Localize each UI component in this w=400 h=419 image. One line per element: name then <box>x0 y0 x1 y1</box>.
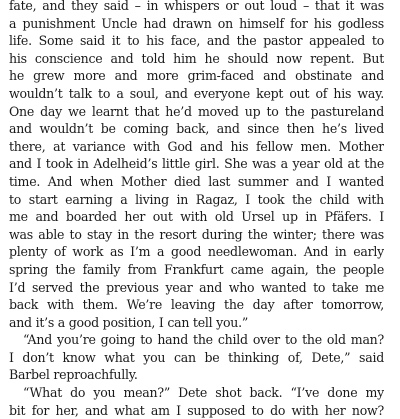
text-line: “What do you mean?” Dete shot back. “I’ve done my <box>23 385 384 401</box>
text-line: there, at variance with God and his fellow men. Mother <box>9 138 384 154</box>
paragraph-2 <box>9 331 384 384</box>
text-line: and wouldn’t be coming back, and since then he’s lived <box>9 121 384 137</box>
text-line: Barbel reproachfully. <box>9 367 138 383</box>
text-line: I’d served the previous year and who wanted to take me <box>9 279 384 295</box>
text-line: I don’t know what you can be thinking of, Dete,” said <box>9 349 384 365</box>
paragraph-1 <box>9 0 384 331</box>
text-line: spring the family from Frankfurt came again, the people <box>9 261 384 277</box>
text-line: “And you’re going to hand the child over to the old man? <box>23 332 384 348</box>
text-line: life. Some said it to his face, and the pastor appealed to <box>9 33 384 49</box>
text-line: plenty of work as I’m a good needlewoman. And in early <box>9 244 384 260</box>
book-page <box>9 0 384 419</box>
text-line: was able to stay in the resort during the winter; there was <box>9 226 384 242</box>
text-line: time. And when Mother died last summer and I wanted <box>9 173 384 189</box>
text-line: a punishment Uncle had drawn on himself for his godless <box>9 15 384 31</box>
text-line: me and boarded her out with old Ursel up in Pfäfers. I <box>9 209 384 225</box>
text-line: bit for her, and what am I supposed to do with her now? <box>9 402 384 418</box>
text-line: One day we learnt that he’d moved up to the pastureland <box>9 103 384 119</box>
text-line: he grew more and more grim-faced and obstinate and <box>9 68 384 84</box>
text-line: fate, and they said – in whispers or out loud – that it was <box>9 0 384 13</box>
text-line: back with them. We’re leaving the day after tomorrow, <box>9 297 384 313</box>
text-line: and it’s a good position, I can tell you.” <box>9 314 249 330</box>
text-line: wouldn’t talk to a soul, and everyone kept out of his way. <box>9 85 384 101</box>
paragraph-3 <box>9 384 384 419</box>
text-line: to start earning a living in Ragaz, I took the child with <box>9 191 384 207</box>
text-line: and I took in Adelheid’s little girl. She was a year old at the <box>9 156 384 172</box>
text-line: his conscience and told him he should now repent. But <box>9 50 384 66</box>
